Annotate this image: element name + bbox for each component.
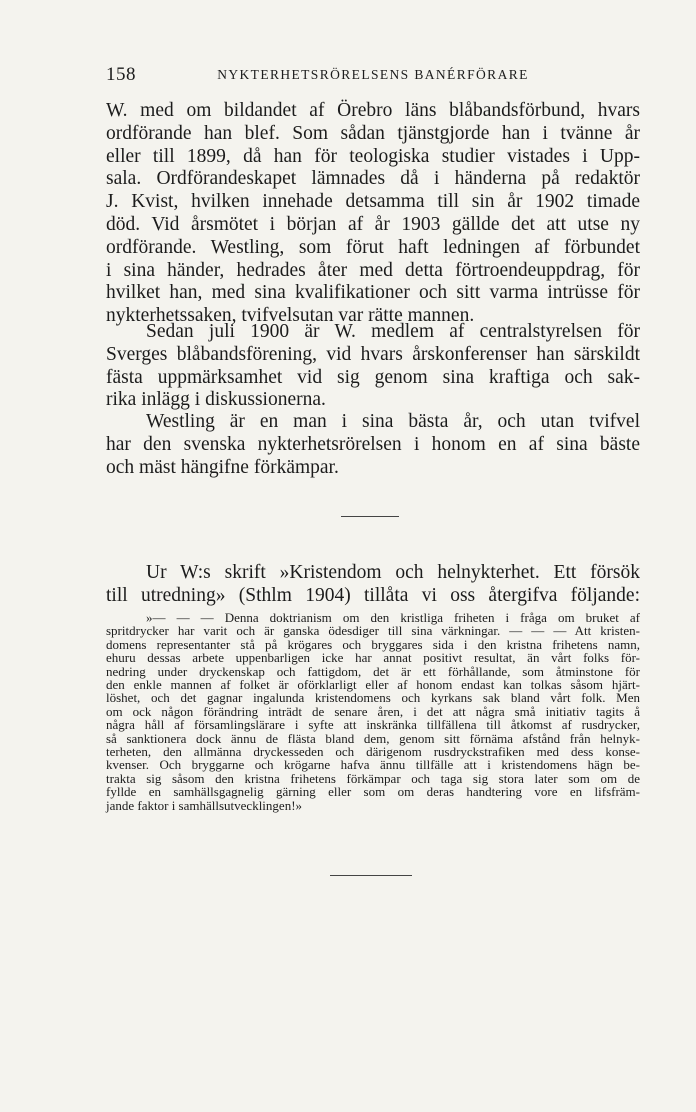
text-line: till utredning» (Sthlm 1904) tillåta vi oss återgifva följande:	[106, 584, 640, 606]
quote-line: några håll af församlingslärare i syfte att inskränka tillfällena till åtkomst af rusdrycker,	[106, 717, 640, 733]
quote-line: nedring under dryckenskap och fattigdom, det är ett förhållande, som åtminstone för	[106, 663, 640, 679]
text-line: i sina händer, hedrades åter med detta förtroendeuppdrag, för	[106, 259, 640, 281]
text-line: och mäst hängifne förkämpar.	[106, 456, 339, 478]
text-line: Sedan juli 1900 är W. medlem af centralstyrelsen för	[146, 321, 640, 342]
text-line: Westling är en man i sina bästa år, och utan tvifvel	[146, 411, 640, 432]
text-line: död. Vid årsmötet i början af år 1903 gällde det att utse ny	[106, 213, 640, 235]
quote-line: spritdrycker har varit och är ganska ödesdiger till sina värkningar. — — — Att kristen-	[106, 623, 640, 639]
text-line: har den svenska nykterhetsrörelsen i honom en af sina bäste	[106, 433, 640, 455]
block-quote	[106, 611, 640, 812]
text-line: fästa uppmärksamhet vid sig genom sina kraftiga och sak-	[106, 366, 640, 388]
text-line: rika inlägg i diskussionerna.	[106, 389, 326, 411]
text-line: ordförande. Westling, som förut haft ledningen af förbundet	[106, 236, 640, 258]
quote-line: domens representanter stå på krögares och bryggares sida i den kristna frihetens namn,	[106, 636, 640, 652]
paragraph-2	[106, 321, 640, 412]
quote-line: ehuru dessas arbete uppenbarligen icke har annat positivt resultat, än vårt folks för-	[106, 650, 640, 666]
quote-line: om ock någon förändring inträdt de senare åren, i det att några små initiativ tagits å	[106, 703, 640, 719]
quote-line: trakta sig såsom den kristna frihetens förkämpar och taga sig stora later som om de	[106, 770, 640, 786]
quote-line: terheten, den allmänna dryckesseden och därigenom rusdryckstrafiken med dess konse-	[106, 744, 640, 760]
paragraph-3	[106, 411, 640, 479]
text-line: J. Kvist, hvilken innehade detsamma till sin år 1902 timade	[106, 191, 640, 213]
paragraph-4	[106, 562, 640, 608]
quote-line: jande faktor i samhällsutvecklingen!»	[106, 797, 303, 813]
running-head: NYKTERHETSRÖRELSENS BANÉRFÖRARE	[217, 67, 529, 82]
text-line: Ur W:s skrift »Kristendom och helnykterhet. Ett försök	[146, 562, 640, 583]
quote-line: fyllde en samhällsgagnelig gärning eller som om deras handtering vore en lifsfräm-	[106, 784, 640, 800]
text-line: W. med om bildandet af Örebro läns blåbandsförbund, hvars	[106, 100, 640, 121]
section-divider	[341, 516, 399, 517]
text-line: hvilket han, med sina kvalifikationer och sitt varma intrüsse för	[106, 282, 640, 304]
quote-line: den enkle mannen af folket är oförklarligt eller af honom endast kan tolkas såsom hjärt-	[106, 677, 640, 693]
quote-line: löshet, och det gagnar ingalunda kristendomens och kyrkans sak bland vårt folk. Men	[106, 690, 640, 706]
quote-line: så sanktionera dock ännu de flästa bland dem, genom sitt förnäma afstånd från helnyk-	[106, 730, 640, 746]
text-line: sala. Ordförandeskapet lämnades då i händerna på redaktör	[106, 168, 640, 190]
page-number: 158	[106, 64, 136, 85]
quote-line: kvenser. Och bryggarne och krögarne hafva ännu tillfälle att i kristendomens hägn be-	[106, 757, 640, 773]
section-divider	[330, 875, 412, 876]
text-line: eller till 1899, då han för teologiska studier vistades i Upp-	[106, 145, 640, 167]
quote-line: »— — — Denna doktrianism om den kristliga friheten i fråga om bruket af	[146, 610, 640, 625]
paragraph-1	[106, 100, 640, 328]
text-line: ordförande han blef. Som sådan tjänstgjorde han i tvänne år	[106, 122, 640, 144]
text-line: nykterhetssaken, tvifvelsutan var rätte mannen.	[106, 305, 475, 327]
page-header	[106, 64, 640, 90]
text-line: Sverges blåbandsförening, vid hvars årskonferenser han särskildt	[106, 343, 640, 365]
